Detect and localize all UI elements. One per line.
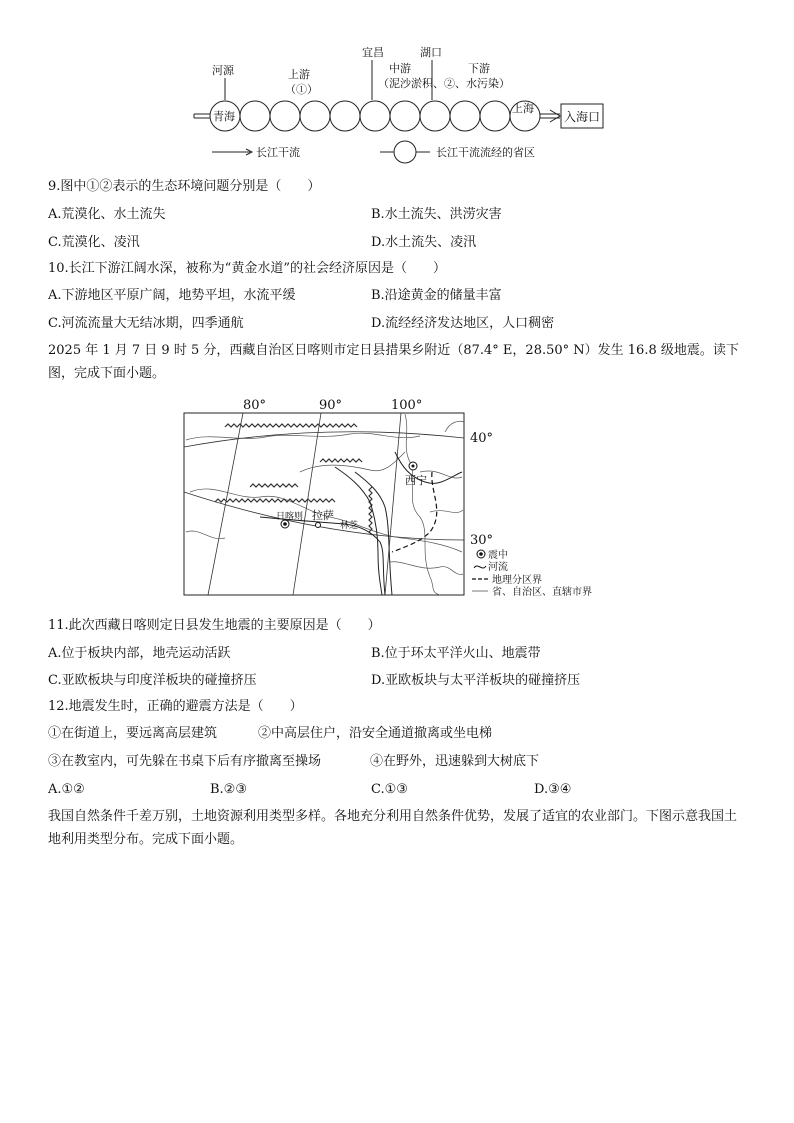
q12-item-2: ②中高层住户，沿安全通道撤离或坐电梯	[258, 726, 493, 741]
label-midstream: 中游	[389, 62, 411, 75]
earthquake-intro: 2025 年 1 月 7 日 9 时 5 分，西藏自治区日喀则市定日县措果乡附近（87.4° E，28.50° N）发生 16.8 级地震。读下图，完成下面小题。	[48, 343, 739, 381]
rikaze-label: 日喀则	[276, 512, 304, 522]
label-upstream-note: （①）	[285, 83, 318, 96]
q11-option-d[interactable]: D.亚欧板块与太平洋板块的碰撞挤压	[371, 673, 581, 688]
land-use-intro: 我国自然条件千差万别，土地资源利用类型多样。各地充分利用自然条件优势，发展了适宜的农业部门。下图示意我国土地利用类型分布。完成下面小题。	[48, 809, 738, 847]
lat-40-label: 40°	[470, 431, 494, 446]
label-midstream-note: （泥沙淤积、②、水污染）	[378, 77, 510, 90]
q11-option-c[interactable]: C.亚欧板块与印度洋板块的碰撞挤压	[48, 673, 257, 688]
xining-dot	[412, 465, 415, 468]
lasa-label: 拉萨	[312, 509, 334, 522]
q12-item-1: ①在街道上，要远离高层建筑	[48, 726, 218, 741]
legend-river-icon	[474, 566, 486, 568]
label-shanghai: 上海	[512, 102, 534, 115]
legend-river-label: 长江干流	[256, 146, 300, 159]
lon-100-label: 100°	[391, 398, 423, 413]
lasa-marker	[316, 523, 321, 528]
label-upstream: 上游	[288, 68, 310, 81]
q12-option-d[interactable]: D.③④	[534, 782, 572, 797]
legend-geo-label: 地理分区界	[492, 575, 542, 586]
province-circle	[270, 101, 300, 131]
legend-epicenter-inner	[479, 552, 483, 556]
linzhi-label: 林芝	[340, 521, 359, 531]
yangtze-diagram	[0, 0, 794, 170]
q12-item-4: ④在野外，迅速躲到大树底下	[370, 754, 540, 769]
province-circle	[390, 101, 420, 131]
xining-label: 西宁	[405, 474, 427, 487]
label-qinghai: 青海	[213, 110, 235, 123]
q12-item-3: ③在教室内，可先躲在书桌下后有序撤离至操场	[48, 754, 322, 769]
q9-option-d[interactable]: D.水土流失、凌汛	[371, 235, 477, 250]
label-estuary: 入海口	[564, 110, 601, 124]
q9-stem: 9.图中①②表示的生态环境问题分别是（ ）	[48, 179, 321, 194]
legend-epicenter-label: 震中	[488, 550, 508, 561]
label-downstream: 下游	[468, 62, 490, 75]
q10-option-d[interactable]: D.流经经济发达地区，人口稠密	[371, 316, 555, 331]
q10-option-b[interactable]: B.沿途黄金的储量丰富	[371, 288, 502, 303]
province-circle	[450, 101, 480, 131]
q12-option-a[interactable]: A.①②	[48, 782, 85, 797]
label-heyuan: 河源	[212, 64, 234, 77]
q12-stem: 12.地震发生时，正确的避震方法是（ ）	[48, 699, 303, 714]
epicenter-inner	[283, 522, 287, 526]
province-circle	[330, 101, 360, 131]
q11-option-b[interactable]: B.位于环太平洋火山、地震带	[371, 646, 541, 661]
lon-90-label: 90°	[319, 398, 343, 413]
q10-stem: 10.长江下游江阔水深，被称为“黄金水道”的社会经济原因是（ ）	[48, 261, 446, 276]
q12-option-b[interactable]: B.②③	[210, 782, 247, 797]
legend-circle-label: 长江干流流经的省区	[436, 146, 535, 159]
q9-option-c[interactable]: C.荒漠化、凌汛	[48, 235, 140, 250]
province-circles	[210, 101, 540, 131]
province-circle	[300, 101, 330, 131]
lat-30-label: 30°	[470, 533, 494, 548]
label-hukou: 湖口	[420, 46, 442, 59]
legend-prov-label: 省、自治区、直辖市界	[492, 587, 592, 598]
q11-option-a[interactable]: A.位于板块内部，地壳运动活跃	[48, 646, 231, 661]
river-arrow	[550, 110, 560, 122]
legend-river-label: 河流	[488, 562, 508, 573]
q12-option-c[interactable]: C.①③	[371, 782, 408, 797]
lon-80-label: 80°	[243, 398, 267, 413]
province-circle	[420, 101, 450, 131]
province-circle	[240, 101, 270, 131]
province-circle	[360, 101, 390, 131]
legend-circle	[394, 141, 416, 163]
label-yichang: 宜昌	[362, 46, 384, 59]
tibet-map	[0, 392, 794, 602]
q11-stem: 11.此次西藏日喀则定日县发生地震的主要原因是（ ）	[48, 618, 381, 633]
q9-option-b[interactable]: B.水土流失、洪涝灾害	[371, 207, 502, 222]
q10-option-c[interactable]: C.河流流量大无结冰期，四季通航	[48, 316, 244, 331]
q10-option-a[interactable]: A.下游地区平原广阔，地势平坦，水流平缓	[48, 288, 296, 303]
q9-option-a[interactable]: A.荒漠化、水土流失	[48, 207, 166, 222]
province-circle	[480, 101, 510, 131]
